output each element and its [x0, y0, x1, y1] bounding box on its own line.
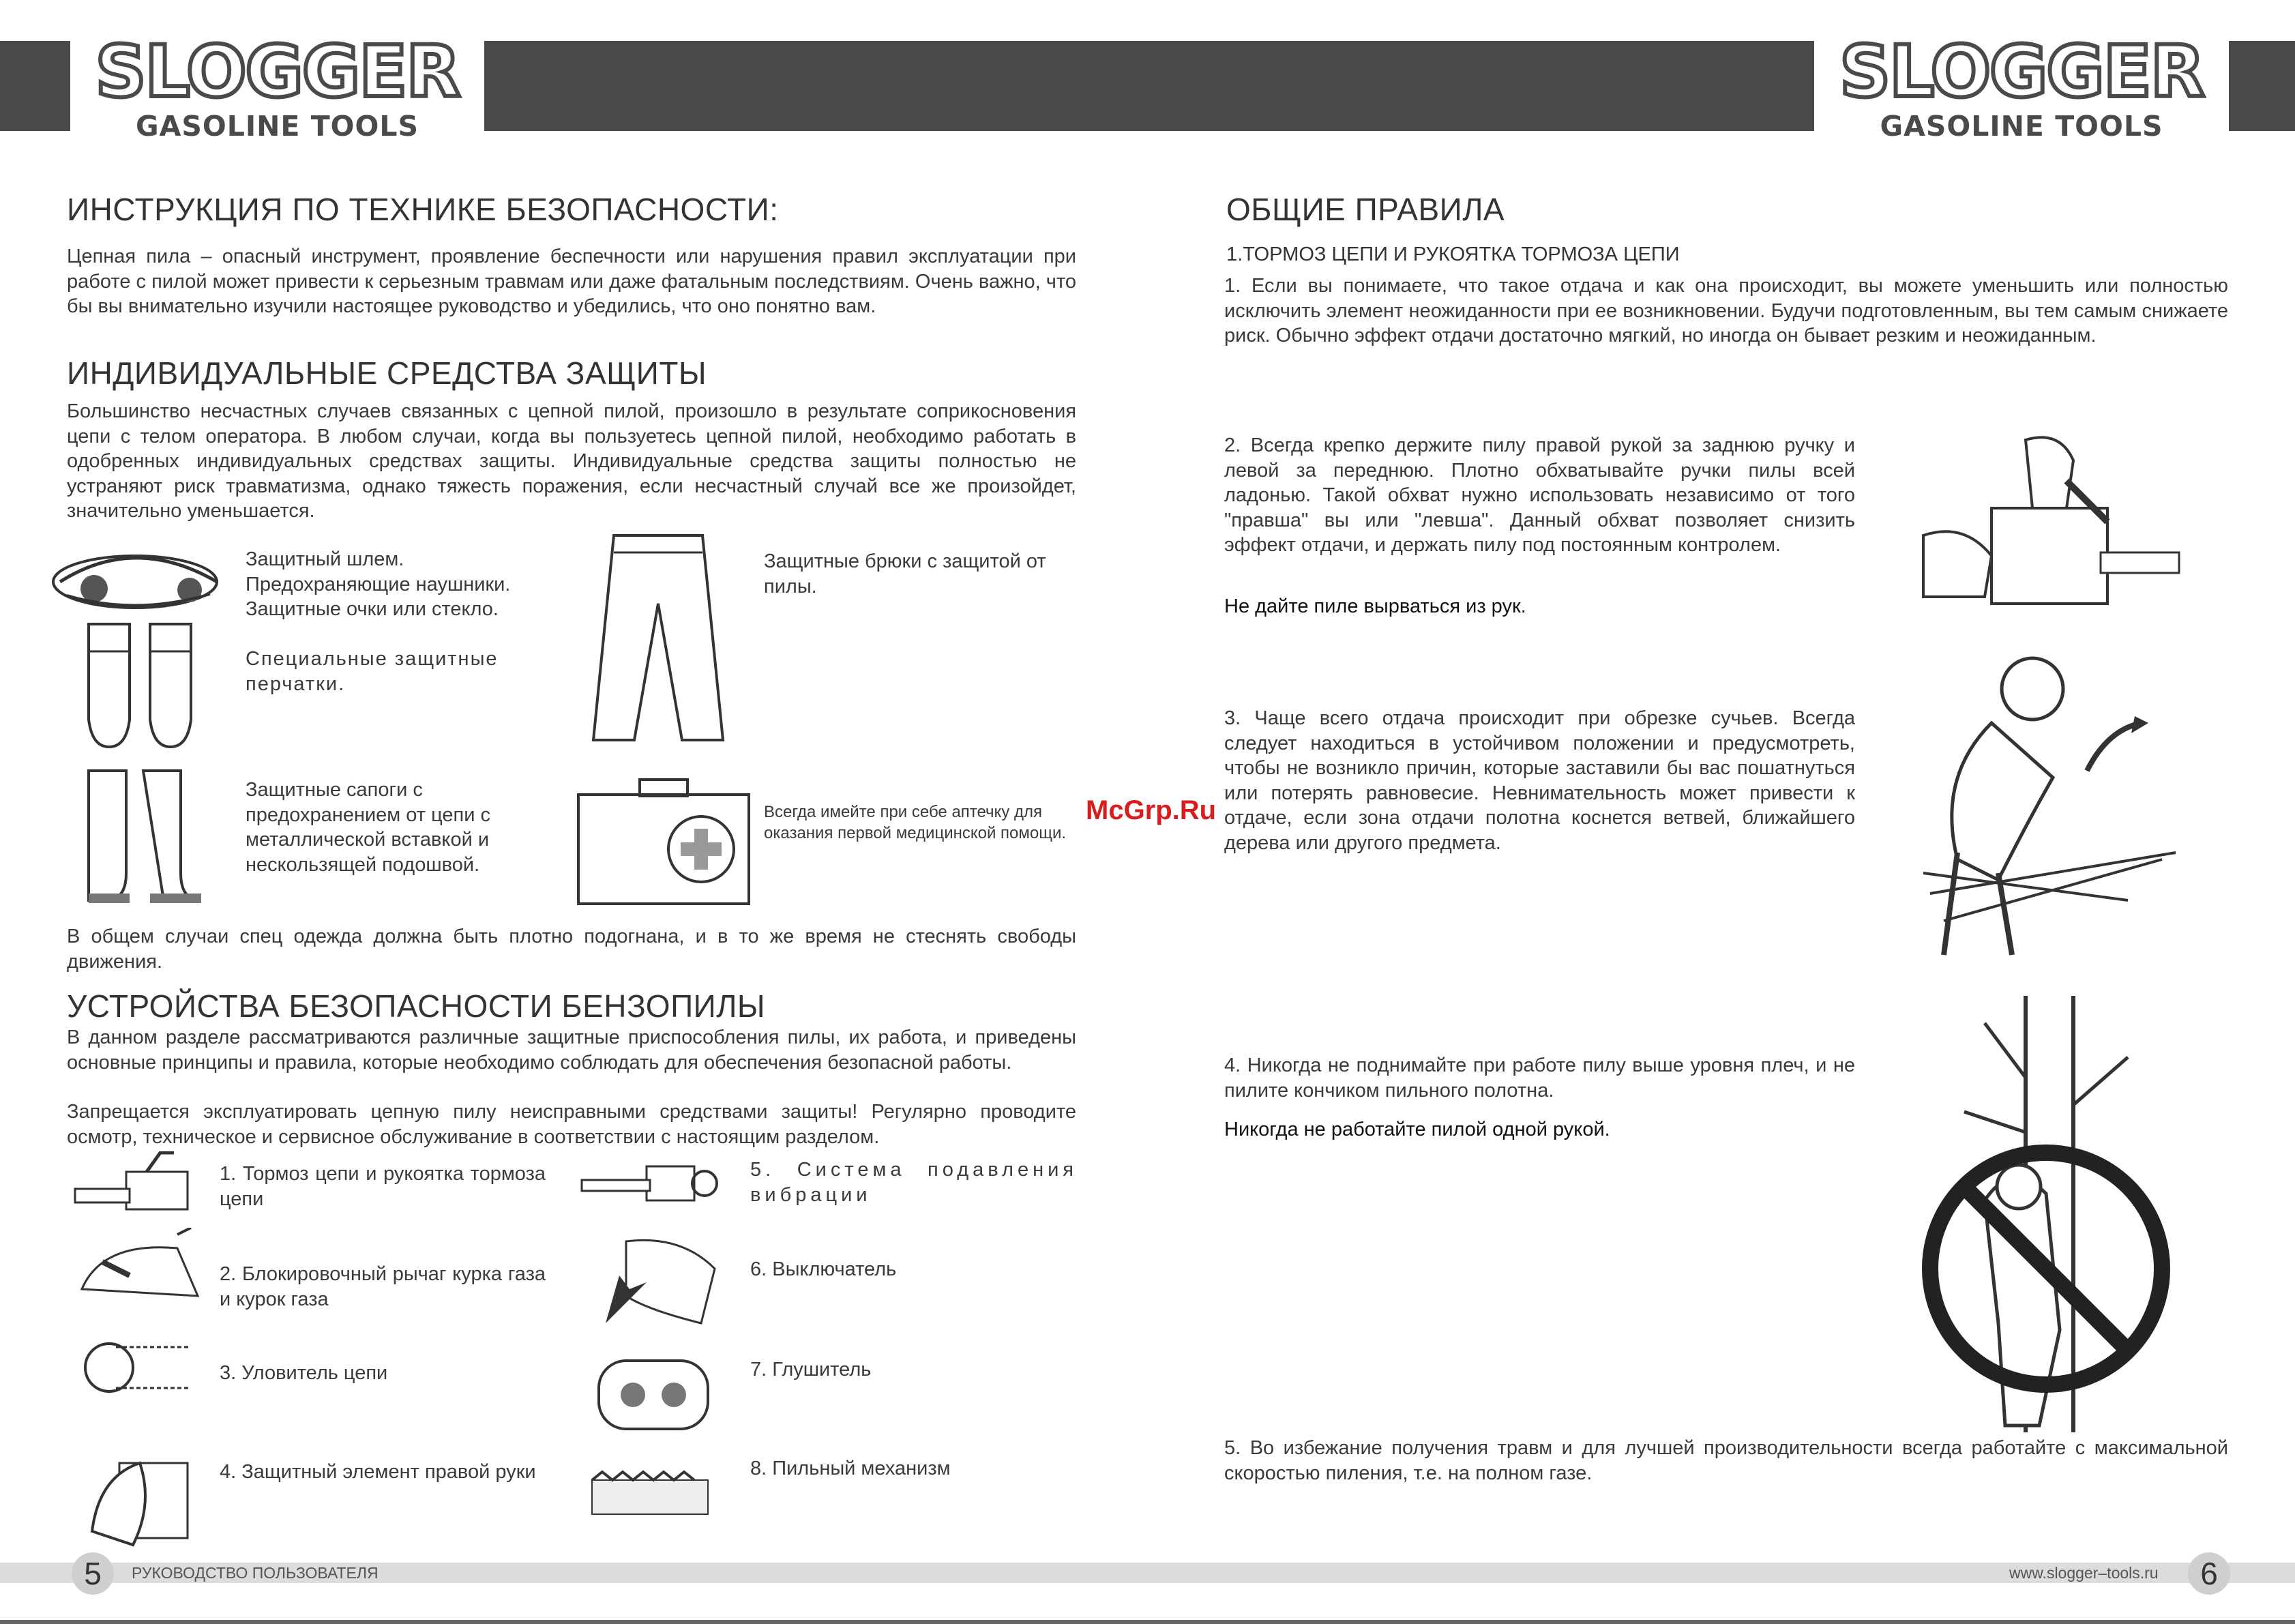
ppe-firstaid-text: Всегда имейте при себе аптечку для оказания первой медицинской помощи. [764, 803, 1067, 842]
device-6: 6. Выключатель [750, 1258, 897, 1280]
rule-5: 5. Во избежание получения травм и для лучшей производительности всегда работайте с максимальной скоростью пиления, т.е. на полном газе. [1224, 1437, 2228, 1484]
gloves-illustration [75, 617, 211, 750]
saw-grip-illustration [1916, 426, 2182, 610]
logo-brand: SLOGGER [95, 30, 460, 113]
logo-sub: GASOLINE TOOLS [135, 110, 419, 143]
ppe-helmet-text: Защитный шлем. Предохраняющие наушники. Защитные очки или стекло. [246, 548, 511, 620]
subtitle-chain-brake: 1.ТОРМОЗ ЦЕПИ И РУКОЯТКА ТОРМОЗА ЦЕПИ [1226, 243, 1680, 265]
rule-4: 4. Никогда не поднимайте при работе пилу выше уровня плеч, и не пилите кончиком пильного полотна. [1224, 1054, 1855, 1102]
device-2: 2. Блокировочный рычаг курка газа и курок газа [220, 1263, 546, 1310]
first-aid-kit-illustration [572, 774, 762, 911]
logo-brand: SLOGGER [1839, 30, 2204, 113]
limbing-illustration [1916, 648, 2182, 969]
page-number-left: 5 [72, 1552, 114, 1595]
rule-2-emphasis: Не дайте пиле вырваться из рук. [1224, 595, 1526, 617]
device-8: 8. Пильный механизм [750, 1458, 951, 1479]
switch-icon [592, 1228, 728, 1330]
device-4: 4. Защитный элемент правой руки [220, 1461, 536, 1483]
no-one-hand-illustration [1916, 996, 2182, 1432]
footer-manual-label: РУКОВОДСТВО ПОЛЬЗОВАТЕЛЯ [132, 1564, 379, 1582]
header-band-center [484, 41, 1814, 131]
cutting-attachment-icon [585, 1453, 715, 1521]
paragraph-warning: Запрещается эксплуатировать цепную пилу неисправными средствами защиты! Регулярно проводите осмотр, техническое и сервисное обслуживание в соответствии с настоящим разделом. [67, 1101, 1076, 1148]
hand-guard-icon [78, 1436, 201, 1548]
ppe-boots-text: Защитные сапоги с предохранением от цепи с металлической вставкой и нескользящей подошвой. [246, 779, 490, 876]
device-5: 5. Система подавления вибрации [750, 1159, 1078, 1206]
title-general-rules: ОБЩИЕ ПРАВИЛА [1226, 192, 1505, 227]
trousers-illustration [587, 529, 730, 747]
header-band-right-edge [2229, 41, 2295, 131]
bottom-divider [0, 1620, 2295, 1624]
title-safety-instructions: ИНСТРУКЦИЯ ПО ТЕХНИКЕ БЕЗОПАСНОСТИ: [67, 192, 779, 227]
footer-website-link[interactable]: www.slogger–tools.ru [2009, 1564, 2159, 1582]
title-safety-devices: УСТРОЙСТВА БЕЗОПАСНОСТИ БЕНЗОПИЛЫ [67, 988, 766, 1024]
paragraph-intro: Цепная пила – опасный инструмент, проявление беспечности или нарушения правил эксплуатации при работе с пилой может привести к серьезным травмам или даже фатальным последствиям. Очень важно, что бы вы внимательно изучили настоящее руководство и убедились, что оно понятно вам. [67, 246, 1076, 317]
chain-brake-icon [72, 1151, 208, 1220]
device-7: 7. Глушитель [750, 1359, 872, 1381]
boots-illustration [75, 764, 211, 914]
rule-1: 1. Если вы понимаете, что такое отдача и как она происходит, вы можете уменьшить или полностью исключить элемент неожиданности при ее возникновении. Будучи подготовленным, вы тем самым снижаете риск. Обычно эффект отдачи достаточно мягкий, но иногда он бывает резким и неожиданным. [1224, 275, 2228, 346]
helmet-illustration [40, 541, 237, 616]
watermark: McGrp.Ru [1086, 795, 1217, 825]
header-band-left-edge [0, 41, 70, 131]
title-ppe: ИНДИВИДУАЛЬНЫЕ СРЕДСТВА ЗАЩИТЫ [67, 355, 707, 391]
logo-right [1814, 30, 2229, 143]
paragraph-ppe: Большинство несчастных случаев связанных с цепной пилой, произошло в результате соприкосновения цепи с телом оператора. В любом случаи, когда вы пользуетесь цепной пилой, необходимо работать в одобренных индивидуальных средствах защиты. Индивидуальные средства защиты полностью не устраняют риск травматизма, однако тяжесть поражения, если несчастный случай все же произойдет, значительно уменьшается. [67, 400, 1076, 522]
rule-3: 3. Чаще всего отдача происходит при обрезке сучьев. Всегда следует находиться в устойчивом положении и предусмотреть, чтобы не возникло причин, которые заставили бы вас пошатнуться или потерять равновесие. Невнимательность может привести к отдаче, если зона отдачи полотна коснется ветвей, ближайшего дерева или другого предмета. [1224, 707, 1855, 854]
vibration-system-icon [578, 1153, 722, 1214]
device-3: 3. Уловитель цепи [220, 1362, 388, 1384]
throttle-lock-icon [75, 1228, 211, 1310]
rule-2: 2. Всегда крепко держите пилу правой рукой за заднюю ручку и левой за переднюю. Плотно обхватывайте ручки пилы всей ладонью. Такой обхват нужно использовать независимо от того "правша" вы или "левша". Данный обхват позволяет снизить эффект отдачи, и держать пилу под постоянным контролем. [1224, 434, 1855, 556]
ppe-trousers-text: Защитные брюки с защитой от пилы. [764, 550, 1046, 597]
rule-4-emphasis: Никогда не работайте пилой одной рукой. [1224, 1119, 1610, 1140]
logo-left [70, 30, 484, 143]
ppe-gloves-text: Специальные защитные перчатки. [246, 648, 499, 695]
chain-catcher-icon [75, 1327, 198, 1415]
logo-sub: GASOLINE TOOLS [1880, 110, 2163, 143]
device-1: 1. Тормоз цепи и рукоятка тормоза цепи [220, 1163, 546, 1210]
paragraph-devices: В данном разделе рассматриваются различные защитные приспособления пилы, их работа, и приведены основные принципы и правила, которые необходимо соблюдать для обеспечения безопасной работы. [67, 1027, 1076, 1074]
page-number-right: 6 [2188, 1552, 2230, 1595]
paragraph-clothing: В общем случаи спец одежда должна быть плотно подогнана, и в то же время не стеснять свободы движения. [67, 926, 1076, 973]
muffler-icon [592, 1347, 715, 1436]
